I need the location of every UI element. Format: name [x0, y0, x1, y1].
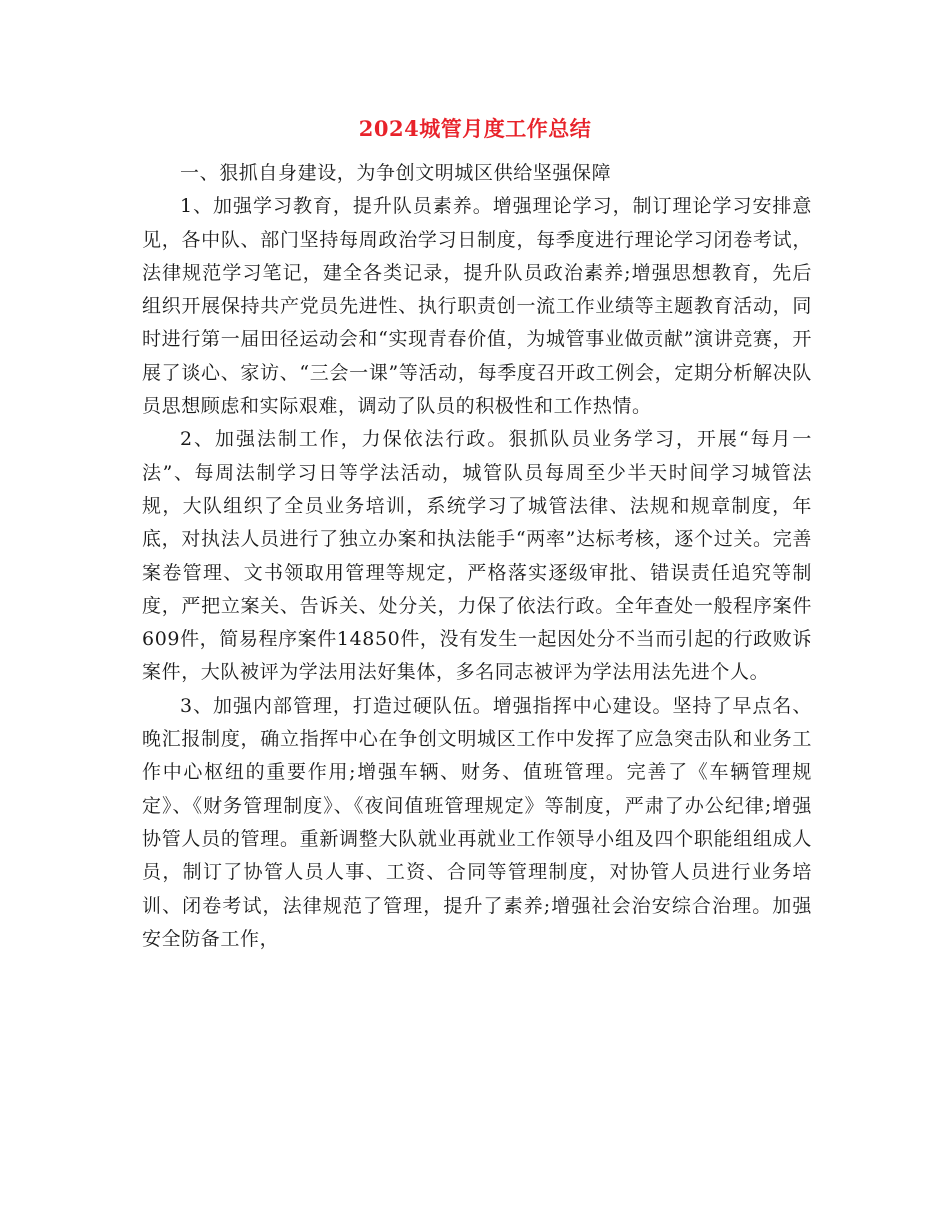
paragraph-2: 2、加强法制工作，力保依法行政。狠抓队员业务学习，开展“每月一法”、每周法制学习日等学法活动，城管队员每周至少半天时间学习城管法规，大队组织了全员业务培训，系统学习了城管法律、法规和规章制度，年底，对执法人员进行了独立办案和执法能手“两率”达标考核，逐个过关。完善案卷管理、文书领取用管理等规定，严格落实逐级审批、错误责任追究等制度，严把立案关、告诉关、处分关，力保了依法行政。全年查处一般程序案件609件，简易程序案件14850件，没有发生一起因处分不当而引起的行政败诉案件，大队被评为学法用法好集体，多名同志被评为学法用法先进个人。 — [142, 428, 812, 684]
document-body — [142, 157, 812, 956]
paragraph-1: 1、加强学习教育，提升队员素养。增强理论学习，制订理论学习安排意见，各中队、部门坚持每周政治学习日制度，每季度进行理论学习闭卷考试，法律规范学习笔记，建全各类记录，提升队员政治素养;增强思想教育，先后组织开展保持共产党员先进性、执行职责创一流工作业绩等主题教育活动，同时进行第一届田径运动会和“实现青春价值，为城管事业做贡献”演讲竞赛，开展了谈心、家访、“三会一课”等活动，每季度召开政工例会，定期分析解决队员思想顾虑和实际艰难，调动了队员的积极性和工作热情。 — [142, 195, 812, 418]
document-title: 2024城管月度工作总结 — [358, 116, 592, 141]
section-heading: 一、狠抓自身建设，为争创文明城区供给坚强保障 — [180, 162, 612, 184]
paragraph-3: 3、加强内部管理，打造过硬队伍。增强指挥中心建设。坚持了早点名、晚汇报制度，确立指挥中心在争创文明城区工作中发挥了应急突击队和业务工作中心枢纽的重要作用;增强车辆、财务、值班管理。完善了《车辆管理规定》、《财务管理制度》、《夜间值班管理规定》等制度，严肃了办公纪律;增强协管人员的管理。重新调整大队就业再就业工作领导小组及四个职能组组成人员，制订了协管人员人事、工资、合同等管理制度，对协管人员进行业务培训、闭卷考试，法律规范了管理，提升了素养;增强社会治安综合治理。加强安全防备工作， — [142, 694, 812, 950]
